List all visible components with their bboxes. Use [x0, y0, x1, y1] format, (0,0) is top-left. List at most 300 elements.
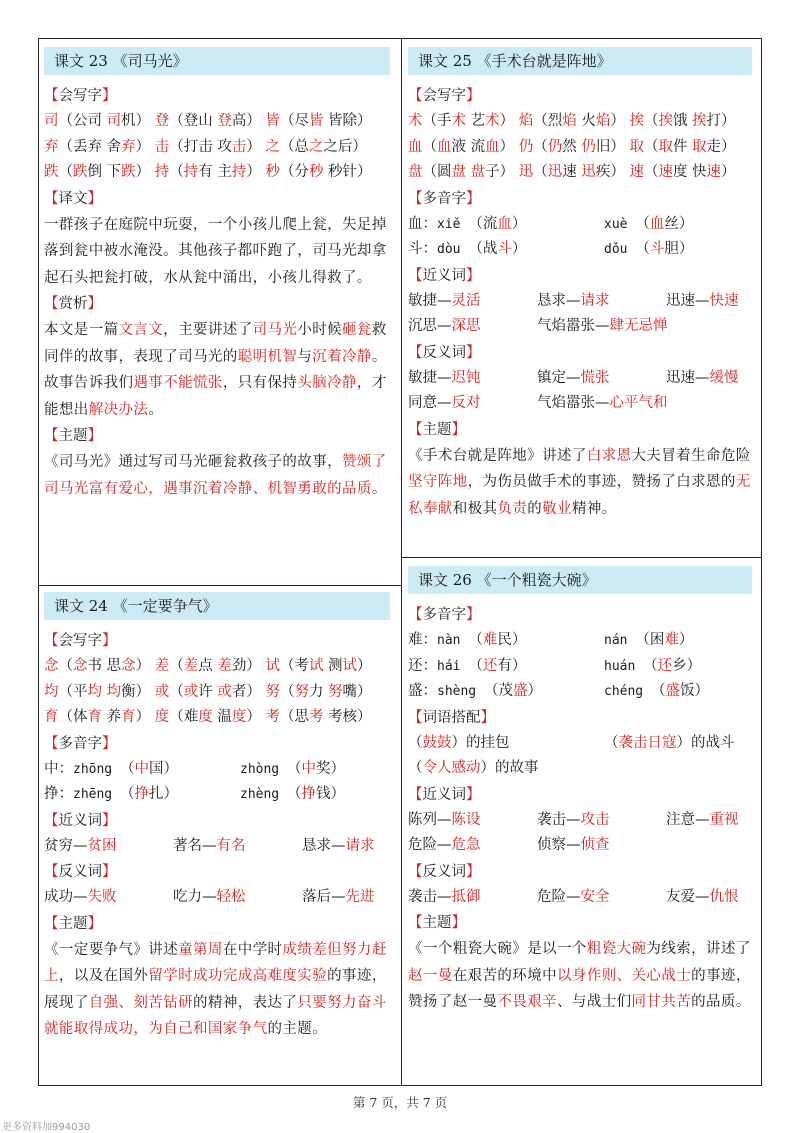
text-run: 沉着冷静 — [312, 348, 372, 365]
text-run: 粗瓷大碗 — [586, 941, 647, 957]
char-run: 高） — [231, 113, 266, 129]
synonym-list — [44, 834, 396, 860]
char-run: 差 — [217, 658, 232, 674]
text-run: 和极其 — [452, 500, 498, 517]
char-run: 试 — [265, 658, 280, 674]
char-run: 火 — [576, 113, 596, 129]
page-footer: 第 7 页，共 7 页 — [352, 1095, 448, 1110]
char-run: （ — [533, 164, 548, 180]
char-run: ） — [135, 709, 155, 725]
char-run: （打击 攻 — [169, 138, 232, 155]
char-run: ） — [246, 138, 266, 155]
char-run: （体 — [58, 709, 88, 725]
word-pair: 同意—反对 — [408, 395, 481, 411]
char-run: 或 — [217, 683, 232, 700]
char-run: 度 快 — [672, 164, 707, 180]
text-run: 头脑冷静 — [297, 375, 357, 391]
char-run: 劲） — [231, 658, 266, 674]
text-run: 在中学时 — [222, 941, 283, 958]
char-run: 温 — [212, 709, 232, 725]
theme-text — [408, 443, 758, 523]
text-run: 大夫冒着生命危险 — [631, 447, 751, 464]
word-pair: 沉思—深思 — [408, 318, 481, 334]
char-run: 走） — [706, 138, 736, 155]
polyphone-list — [408, 212, 758, 263]
lesson-24-title: 课文 24 《一定要争气》 — [44, 592, 390, 620]
char-run: 养 — [102, 709, 122, 725]
text-run: 《一定要争气》讲述 — [44, 941, 179, 958]
text-run: 袭击日寇 — [618, 734, 677, 751]
char-run: 秒 — [265, 164, 280, 180]
char-run: 力 — [308, 683, 329, 700]
section-header: 【反义词】 — [408, 863, 481, 880]
text-run: 负责 — [497, 500, 528, 517]
text-run: ）的战斗 — [676, 734, 735, 751]
char-run: 念 — [121, 658, 136, 674]
text-run: 、与战士们 — [557, 994, 632, 1010]
polyphone-reading-b: nán （困难） — [604, 632, 694, 648]
char-run: 考核） — [323, 709, 372, 725]
char-run: 之 — [308, 138, 324, 155]
word-pair: 危险—危急 — [408, 837, 481, 853]
char-run: 速 — [706, 164, 722, 180]
text-run: 无私奉献 — [408, 474, 751, 517]
lesson-25-title: 课文 25 《手术台就是阵地》 — [408, 47, 752, 75]
char-run: 皆除） — [323, 113, 372, 129]
word-pair: 迅速—快速 — [666, 292, 739, 309]
text-run: 的 — [527, 500, 543, 517]
section-header: 【译文】 — [44, 190, 102, 207]
word-pair-row — [44, 834, 396, 860]
text-run: 。故事告诉我们 — [44, 348, 387, 391]
word-pair: 侦察—侦查 — [537, 837, 610, 853]
char-run: （ — [422, 138, 437, 155]
polyphone-reading-b: xuè （血丝） — [604, 215, 694, 232]
text-run: ，才能想出 — [44, 375, 387, 418]
word-pair-row — [408, 289, 758, 315]
char-run: 者） — [231, 683, 266, 700]
char-run: 机） — [121, 113, 155, 129]
text-run: 以身作则、关心战士 — [557, 967, 692, 984]
text-run: 令人感动 — [422, 760, 481, 776]
section-header: 【主题】 — [44, 428, 102, 444]
char-run: 嘴） — [342, 683, 372, 700]
polyphone-reading-a: 中：zhōng （中国） — [44, 760, 178, 777]
polyphone-row — [44, 782, 396, 808]
char-run: 试 — [308, 658, 324, 674]
text-run: 的事迹，赞扬了赵一曼 — [408, 967, 751, 1010]
word-pair: 袭击—抵御 — [408, 888, 481, 905]
word-pair: 落后—先进 — [302, 889, 375, 905]
char-run: 念 — [44, 658, 59, 674]
char-run: 育 — [44, 709, 59, 725]
char-run: 测 — [323, 658, 343, 674]
char-run: （ — [58, 164, 73, 180]
text-run: 解决办法 — [88, 401, 149, 418]
section-header: 【反义词】 — [408, 344, 481, 361]
section-header: 【主题】 — [44, 915, 102, 932]
watermark-text: 更多资料加994030 — [2, 1122, 91, 1133]
collocation-row — [408, 731, 758, 757]
char-run: 焰 — [562, 113, 577, 129]
text-run: 《一个粗瓷大碗》是以一个 — [408, 941, 587, 957]
char-run: 均 均 — [87, 683, 122, 700]
text-run: （ — [408, 734, 423, 751]
polyphone-list — [44, 757, 396, 808]
word-pair: 吃力—轻松 — [173, 889, 246, 905]
text-run: ，主要讲述了 — [163, 322, 253, 338]
char-run: （登山 — [169, 113, 218, 129]
section-header: 【主题】 — [408, 421, 466, 438]
text-run: 不畏艰辛 — [497, 994, 558, 1010]
text-run: 在艰苦的环境中 — [452, 967, 558, 984]
polyphone-reading-b: zhèng （挣钱） — [240, 786, 345, 802]
collocation-row — [408, 756, 758, 782]
section-header: 【多音字】 — [44, 735, 117, 752]
text-run: 只要努力奋斗就能取得成功，为自己和国家争气 — [44, 994, 387, 1037]
char-run: 登 — [154, 113, 170, 129]
word-pair: 成功—失败 — [44, 889, 117, 905]
text-run: 小时候 — [297, 322, 343, 338]
text-run: （ — [408, 760, 423, 776]
lesson-23-section — [44, 47, 396, 502]
char-run: 考 — [265, 709, 280, 725]
section-header: 【会写字】 — [44, 633, 117, 649]
char-run: 均 — [44, 683, 59, 700]
text-run: 《司马光》通过写司马光砸瓮救孩子的故事， — [44, 454, 342, 470]
polyphone-reading-a: 盛：shèng （茂盛） — [408, 683, 542, 699]
char-run: （公司 — [58, 113, 107, 129]
write-chars-row — [408, 160, 758, 186]
char-run: 度 — [231, 709, 247, 725]
left-section-divider — [38, 585, 402, 586]
char-run: （ — [169, 658, 184, 674]
char-run: 育 — [87, 709, 102, 725]
text-run: 与 — [297, 348, 313, 365]
char-run: （ — [643, 164, 659, 180]
char-run: 弃 — [44, 138, 59, 155]
text-run: 《手术台就是阵地》讲述了 — [408, 447, 587, 464]
word-pair-row — [408, 366, 758, 392]
text-run: 留学时成功完成高难度实验 — [148, 968, 328, 984]
polyphone-reading-a: 血：xiě （流血） — [408, 215, 527, 232]
word-pair: 友爱—仇恨 — [666, 888, 739, 905]
char-run: 仍 — [518, 138, 534, 155]
antonym-list — [44, 885, 396, 911]
word-pair: 贫穷—贫困 — [44, 837, 117, 854]
char-run: 盘 — [470, 164, 486, 180]
word-pair: 恳求—请求 — [302, 837, 375, 854]
word-pair: 敏捷—灵活 — [408, 292, 481, 309]
text-run: 赞颂了司马光富有爱心，遇事沉着冷静、机智勇敢的品质 — [44, 454, 387, 497]
word-pair-row — [408, 391, 758, 417]
word-pair-row — [408, 808, 758, 834]
write-chars-list — [408, 109, 758, 186]
section-header: 【反义词】 — [44, 864, 117, 880]
char-run: 打） — [706, 113, 736, 129]
collocation-item — [408, 756, 604, 782]
char-run: 取 — [658, 138, 673, 155]
word-pair-row — [408, 314, 758, 340]
char-run: 努 — [265, 683, 280, 700]
section-header: 【会写字】 — [408, 88, 481, 104]
translation-text: 一群孩子在庭院中玩耍，一个小孩儿爬上瓮，失足掉落到瓮中被水淹没。其他孩子都吓跑了，司马光却拿起石头把瓮打破，水从瓮中涌出，小孩儿得救了。 — [44, 216, 387, 286]
text-run: 为线索，讲述了 — [646, 941, 751, 957]
word-pair: 危险—安全 — [537, 888, 610, 905]
char-run: （尽 — [279, 113, 309, 129]
text-run: 文言文 — [118, 322, 164, 338]
char-run: 迅 — [581, 164, 596, 180]
char-run: （ — [279, 683, 295, 700]
antonym-list — [408, 366, 758, 417]
char-run: 点 — [198, 658, 218, 674]
write-chars-row — [408, 135, 758, 161]
write-chars-row — [44, 654, 396, 680]
char-run: ） — [246, 709, 266, 725]
char-run: 或 — [154, 683, 170, 700]
text-run: 鼓鼓 — [422, 734, 452, 751]
collocation-item — [604, 731, 800, 757]
char-run: ） — [246, 164, 266, 180]
section-header: 【多音字】 — [408, 190, 481, 207]
text-run: ，以及在国外 — [58, 968, 149, 984]
word-pair-row — [408, 833, 758, 859]
char-run: 秒针） — [323, 164, 372, 180]
char-run: 或 — [183, 683, 199, 700]
synonym-list — [408, 289, 758, 340]
char-run: 努 — [328, 683, 343, 700]
word-pair: 镇定—慌张 — [537, 369, 610, 386]
appreciation-text — [44, 317, 396, 423]
text-run: 司马光 — [252, 322, 298, 338]
char-run: 取 — [629, 138, 644, 155]
char-run: 差 — [154, 658, 170, 674]
char-run: 度 — [154, 709, 170, 725]
char-run: 艺 — [466, 113, 486, 129]
char-run: （烈 — [533, 113, 563, 129]
char-run: 书 思 — [87, 658, 122, 674]
char-run: 持 — [154, 164, 170, 180]
polyphone-reading-b: zhòng （中奖） — [240, 760, 345, 777]
synonym-list — [408, 808, 758, 859]
char-run: 术 — [451, 113, 466, 129]
char-run: 饿 — [672, 113, 693, 129]
right-section-divider — [401, 557, 762, 558]
char-run: 之 — [265, 138, 280, 155]
char-run: 挨 — [629, 113, 644, 129]
word-pair: 气焰嚣张—心平气和 — [537, 395, 668, 411]
write-chars-row — [44, 705, 396, 731]
char-run: 许 — [198, 683, 218, 700]
lesson-26-section — [408, 566, 758, 1016]
char-run: 焰 — [518, 113, 534, 129]
word-pair: 敏捷—迟钝 — [408, 369, 481, 386]
text-run: 坚守阵地 — [408, 474, 468, 490]
char-run: 度 — [198, 709, 213, 725]
char-run: 术 — [408, 113, 423, 129]
char-run: 有 主 — [198, 164, 232, 180]
char-run: （丢弃 舍 — [58, 138, 122, 155]
write-chars-row — [408, 109, 758, 135]
char-run: ） — [610, 113, 630, 129]
char-run: （平 — [58, 683, 88, 700]
text-run: 。 — [148, 401, 164, 418]
char-run: 速 — [562, 164, 582, 180]
char-run: （手 — [422, 113, 452, 129]
char-run: 皆 — [265, 113, 280, 129]
section-header: 【多音字】 — [408, 607, 481, 623]
text-run: ）的故事 — [480, 760, 539, 776]
word-pair: 注意—重视 — [666, 811, 739, 828]
char-run: 跌 — [44, 164, 59, 180]
text-run: 砸瓮 — [342, 322, 372, 338]
polyphone-row — [44, 757, 396, 783]
char-run: （分 — [279, 164, 309, 180]
char-run: 盘 — [408, 164, 423, 180]
polyphone-reading-b: dǒu （斗胆） — [604, 241, 694, 257]
char-run: 跌 — [73, 164, 88, 180]
text-run: 童第周 — [178, 941, 223, 958]
section-header: 【赏析】 — [44, 296, 102, 312]
polyphone-row — [408, 237, 758, 263]
char-run: 血 — [437, 138, 452, 155]
text-run: （ — [604, 734, 619, 751]
char-run: 考 — [308, 709, 324, 725]
text-run: 精神。 — [571, 500, 617, 517]
char-run: 焰 — [595, 113, 611, 129]
char-run: （ — [169, 683, 184, 700]
char-run: 速 — [629, 164, 644, 180]
char-run: （总 — [279, 138, 309, 155]
char-run: 差 — [183, 658, 199, 674]
char-run: 液 流 — [451, 138, 486, 155]
text-run: 。 — [371, 480, 387, 497]
lesson-26-title: 课文 26 《一个粗瓷大碗》 — [408, 566, 752, 594]
polyphone-row — [408, 654, 758, 680]
word-pair: 袭击—攻击 — [537, 811, 610, 828]
char-run: 疾） — [595, 164, 630, 180]
char-run: 迅 — [518, 164, 534, 180]
text-run: 同甘共苦 — [631, 994, 692, 1010]
char-run: 挨 — [692, 113, 707, 129]
theme-text — [44, 449, 396, 502]
section-header: 【近义词】 — [408, 267, 481, 284]
section-header: 【近义词】 — [44, 812, 117, 829]
text-run: 救同伴的故事，表现了司马光的 — [44, 322, 387, 365]
char-run: 击 — [231, 138, 247, 155]
char-run: 弃 — [121, 138, 136, 155]
word-pair: 气焰嚣张—肆无忌惮 — [537, 318, 668, 334]
char-run: ） — [499, 113, 519, 129]
text-run: ，为伤员做手术的事迹，赞扬了白求恩的 — [467, 474, 736, 490]
polyphone-list — [408, 628, 758, 705]
column-divider — [401, 38, 402, 1086]
char-run: 育 — [121, 709, 136, 725]
char-run: （圆 — [422, 164, 452, 180]
text-run: ，只有保持 — [222, 375, 298, 391]
char-run: ） — [721, 164, 736, 180]
char-run: 皆 — [308, 113, 324, 129]
antonym-list — [408, 885, 758, 911]
char-run: 子） — [485, 164, 519, 180]
char-run: 挨 — [658, 113, 673, 129]
char-run: （ — [169, 164, 184, 180]
polyphone-reading-a: 斗：dòu （战斗） — [408, 241, 527, 257]
text-run: 遇事不能慌张 — [133, 375, 223, 391]
text-run: 的品质。 — [691, 994, 751, 1010]
char-run: 速 — [658, 164, 673, 180]
polyphone-reading-b: chéng （盛饭） — [604, 683, 709, 699]
text-run: 敬业 — [542, 500, 572, 517]
polyphone-reading-a: 挣：zhēng （挣扎） — [44, 786, 178, 802]
char-run: 念 — [73, 658, 88, 674]
text-run: 成绩差但努力赶上 — [44, 941, 387, 984]
write-chars-row — [44, 160, 396, 186]
char-run: ） — [135, 164, 155, 180]
char-run: 司 — [106, 113, 122, 129]
word-pair: 恳求—请求 — [537, 292, 610, 309]
char-run: （ — [533, 138, 548, 155]
word-pair: 迅速—缓慢 — [666, 369, 739, 386]
word-pair: 著名—有名 — [173, 837, 246, 854]
char-run: （ — [643, 113, 659, 129]
section-header: 【主题】 — [408, 915, 466, 931]
polyphone-row — [408, 212, 758, 238]
char-run: （考 — [279, 658, 309, 674]
char-run: 血 — [408, 138, 423, 155]
section-header: 【词语搭配】 — [408, 709, 495, 726]
char-run: 秒 — [308, 164, 324, 180]
theme-text — [408, 936, 758, 1016]
char-run: 努 — [294, 683, 309, 700]
text-run: 赵一曼 — [408, 967, 453, 984]
write-chars-row — [44, 680, 396, 706]
char-run: 仍 — [547, 138, 563, 155]
polyphone-reading-a: 难：nàn （难民） — [408, 632, 527, 648]
char-run: （ — [643, 138, 659, 155]
polyphone-reading-a: 还：hái （还有） — [408, 657, 527, 674]
text-run: 的事迹，展现了 — [44, 968, 387, 1011]
text-run: 的主题。 — [267, 1021, 328, 1037]
section-header: 【会写字】 — [44, 88, 117, 104]
char-run: （难 — [169, 709, 199, 725]
lesson-24-section — [44, 592, 396, 1043]
collocation-item — [408, 731, 604, 757]
write-chars-row — [44, 109, 396, 135]
char-run: 血 — [485, 138, 500, 155]
text-run: 的精神，表达了 — [193, 994, 298, 1011]
char-run: ） — [357, 658, 372, 674]
char-run: 之后） — [323, 138, 367, 155]
char-run: 衡） — [121, 683, 155, 700]
char-run: 件 — [672, 138, 693, 155]
char-run: 术 — [485, 113, 500, 129]
lesson-25-section — [408, 47, 758, 522]
text-run: 自强、刻苦钻研 — [88, 994, 194, 1011]
char-run: 然 — [562, 138, 582, 155]
char-run: 持 — [183, 164, 199, 180]
text-run: ）的挂包 — [451, 734, 510, 751]
write-chars-list — [44, 109, 396, 186]
char-run: ） — [135, 658, 155, 674]
char-run: 旧） — [595, 138, 630, 155]
word-pair-row — [44, 885, 396, 911]
char-run: （ — [58, 658, 73, 674]
char-run: （思 — [279, 709, 309, 725]
lesson-23-title: 课文 23 《司马光》 — [44, 47, 390, 75]
text-run: 本文是一篇 — [44, 322, 119, 338]
text-run: 聪明机智 — [237, 348, 298, 365]
